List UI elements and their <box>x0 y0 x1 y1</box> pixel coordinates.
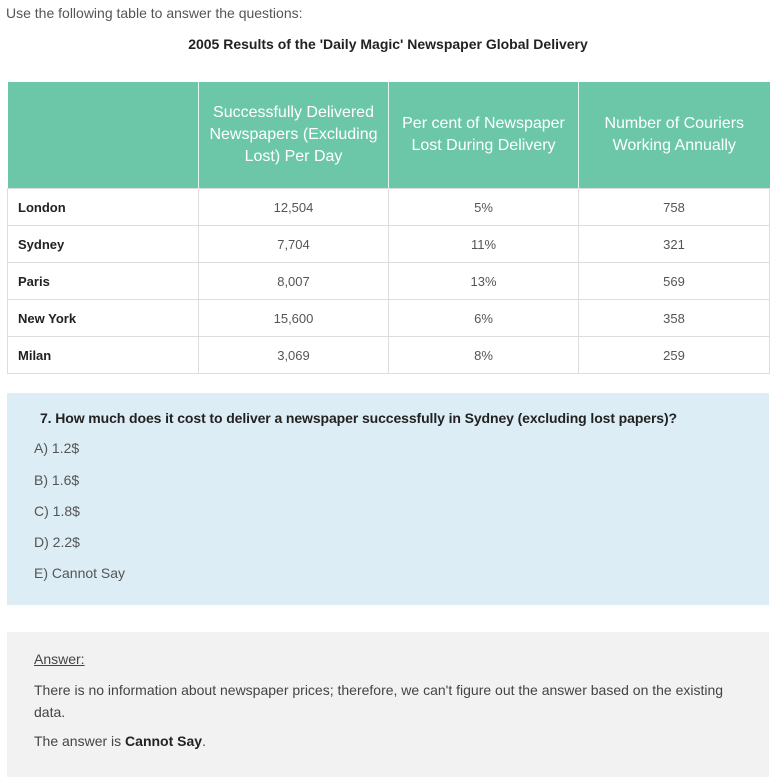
cell-city: Paris <box>8 263 199 300</box>
table-row <box>8 226 770 263</box>
cell-couriers: 321 <box>579 226 770 263</box>
results-table <box>7 82 770 374</box>
question-box <box>7 393 769 605</box>
answer-explanation: There is no information about newspaper prices; therefore, we can't figure out the answer based on the existing data. <box>34 682 724 720</box>
cell-delivered: 12,504 <box>199 189 389 226</box>
cell-couriers: 358 <box>579 300 770 337</box>
header-delivered: Successfully Delivered Newspapers (Excluding Lost) Per Day <box>199 82 389 189</box>
cell-couriers: 259 <box>579 337 770 374</box>
cell-couriers: 758 <box>579 189 770 226</box>
cell-delivered: 15,600 <box>199 300 389 337</box>
option-b[interactable]: B) 1.6$ <box>34 472 80 488</box>
cell-couriers: 569 <box>579 263 770 300</box>
table-row <box>8 337 770 374</box>
table-row <box>8 263 770 300</box>
option-e[interactable]: E) Cannot Say <box>34 565 126 581</box>
cell-delivered: 8,007 <box>199 263 389 300</box>
header-couriers: Number of Couriers Working Annually <box>579 82 770 189</box>
question-text: 7. How much does it cost to deliver a newspaper successfully in Sydney (excluding lost papers)? <box>40 410 678 426</box>
cell-city: London <box>8 189 199 226</box>
cell-lost-percent: 5% <box>389 189 579 226</box>
cell-delivered: 7,704 <box>199 226 389 263</box>
cell-city: Sydney <box>8 226 199 263</box>
option-c[interactable]: C) 1.8$ <box>34 503 80 519</box>
option-d[interactable]: D) 2.2$ <box>34 534 80 550</box>
cell-lost-percent: 8% <box>389 337 579 374</box>
cell-lost-percent: 11% <box>389 226 579 263</box>
cell-city: Milan <box>8 337 199 374</box>
answer-label: Answer: <box>34 651 85 667</box>
table-row <box>8 300 770 337</box>
table-title: 2005 Results of the 'Daily Magic' Newspaper Global Delivery <box>188 36 588 52</box>
cell-lost-percent: 6% <box>389 300 579 337</box>
answer-box <box>7 632 769 777</box>
answer-final <box>34 733 206 749</box>
cell-lost-percent: 13% <box>389 263 579 300</box>
option-a[interactable]: A) 1.2$ <box>34 440 80 456</box>
cell-city: New York <box>8 300 199 337</box>
table-row <box>8 189 770 226</box>
table-header-row <box>8 82 770 189</box>
intro-text: Use the following table to answer the questions: <box>6 5 303 21</box>
answer-final-prefix: The answer is <box>34 733 126 749</box>
answer-final-value: Cannot Say <box>125 733 203 749</box>
header-lost-percent: Per cent of Newspaper Lost During Delivery <box>389 82 579 189</box>
cell-delivered: 3,069 <box>199 337 389 374</box>
header-city <box>8 82 199 189</box>
answer-final-suffix: . <box>202 733 206 749</box>
